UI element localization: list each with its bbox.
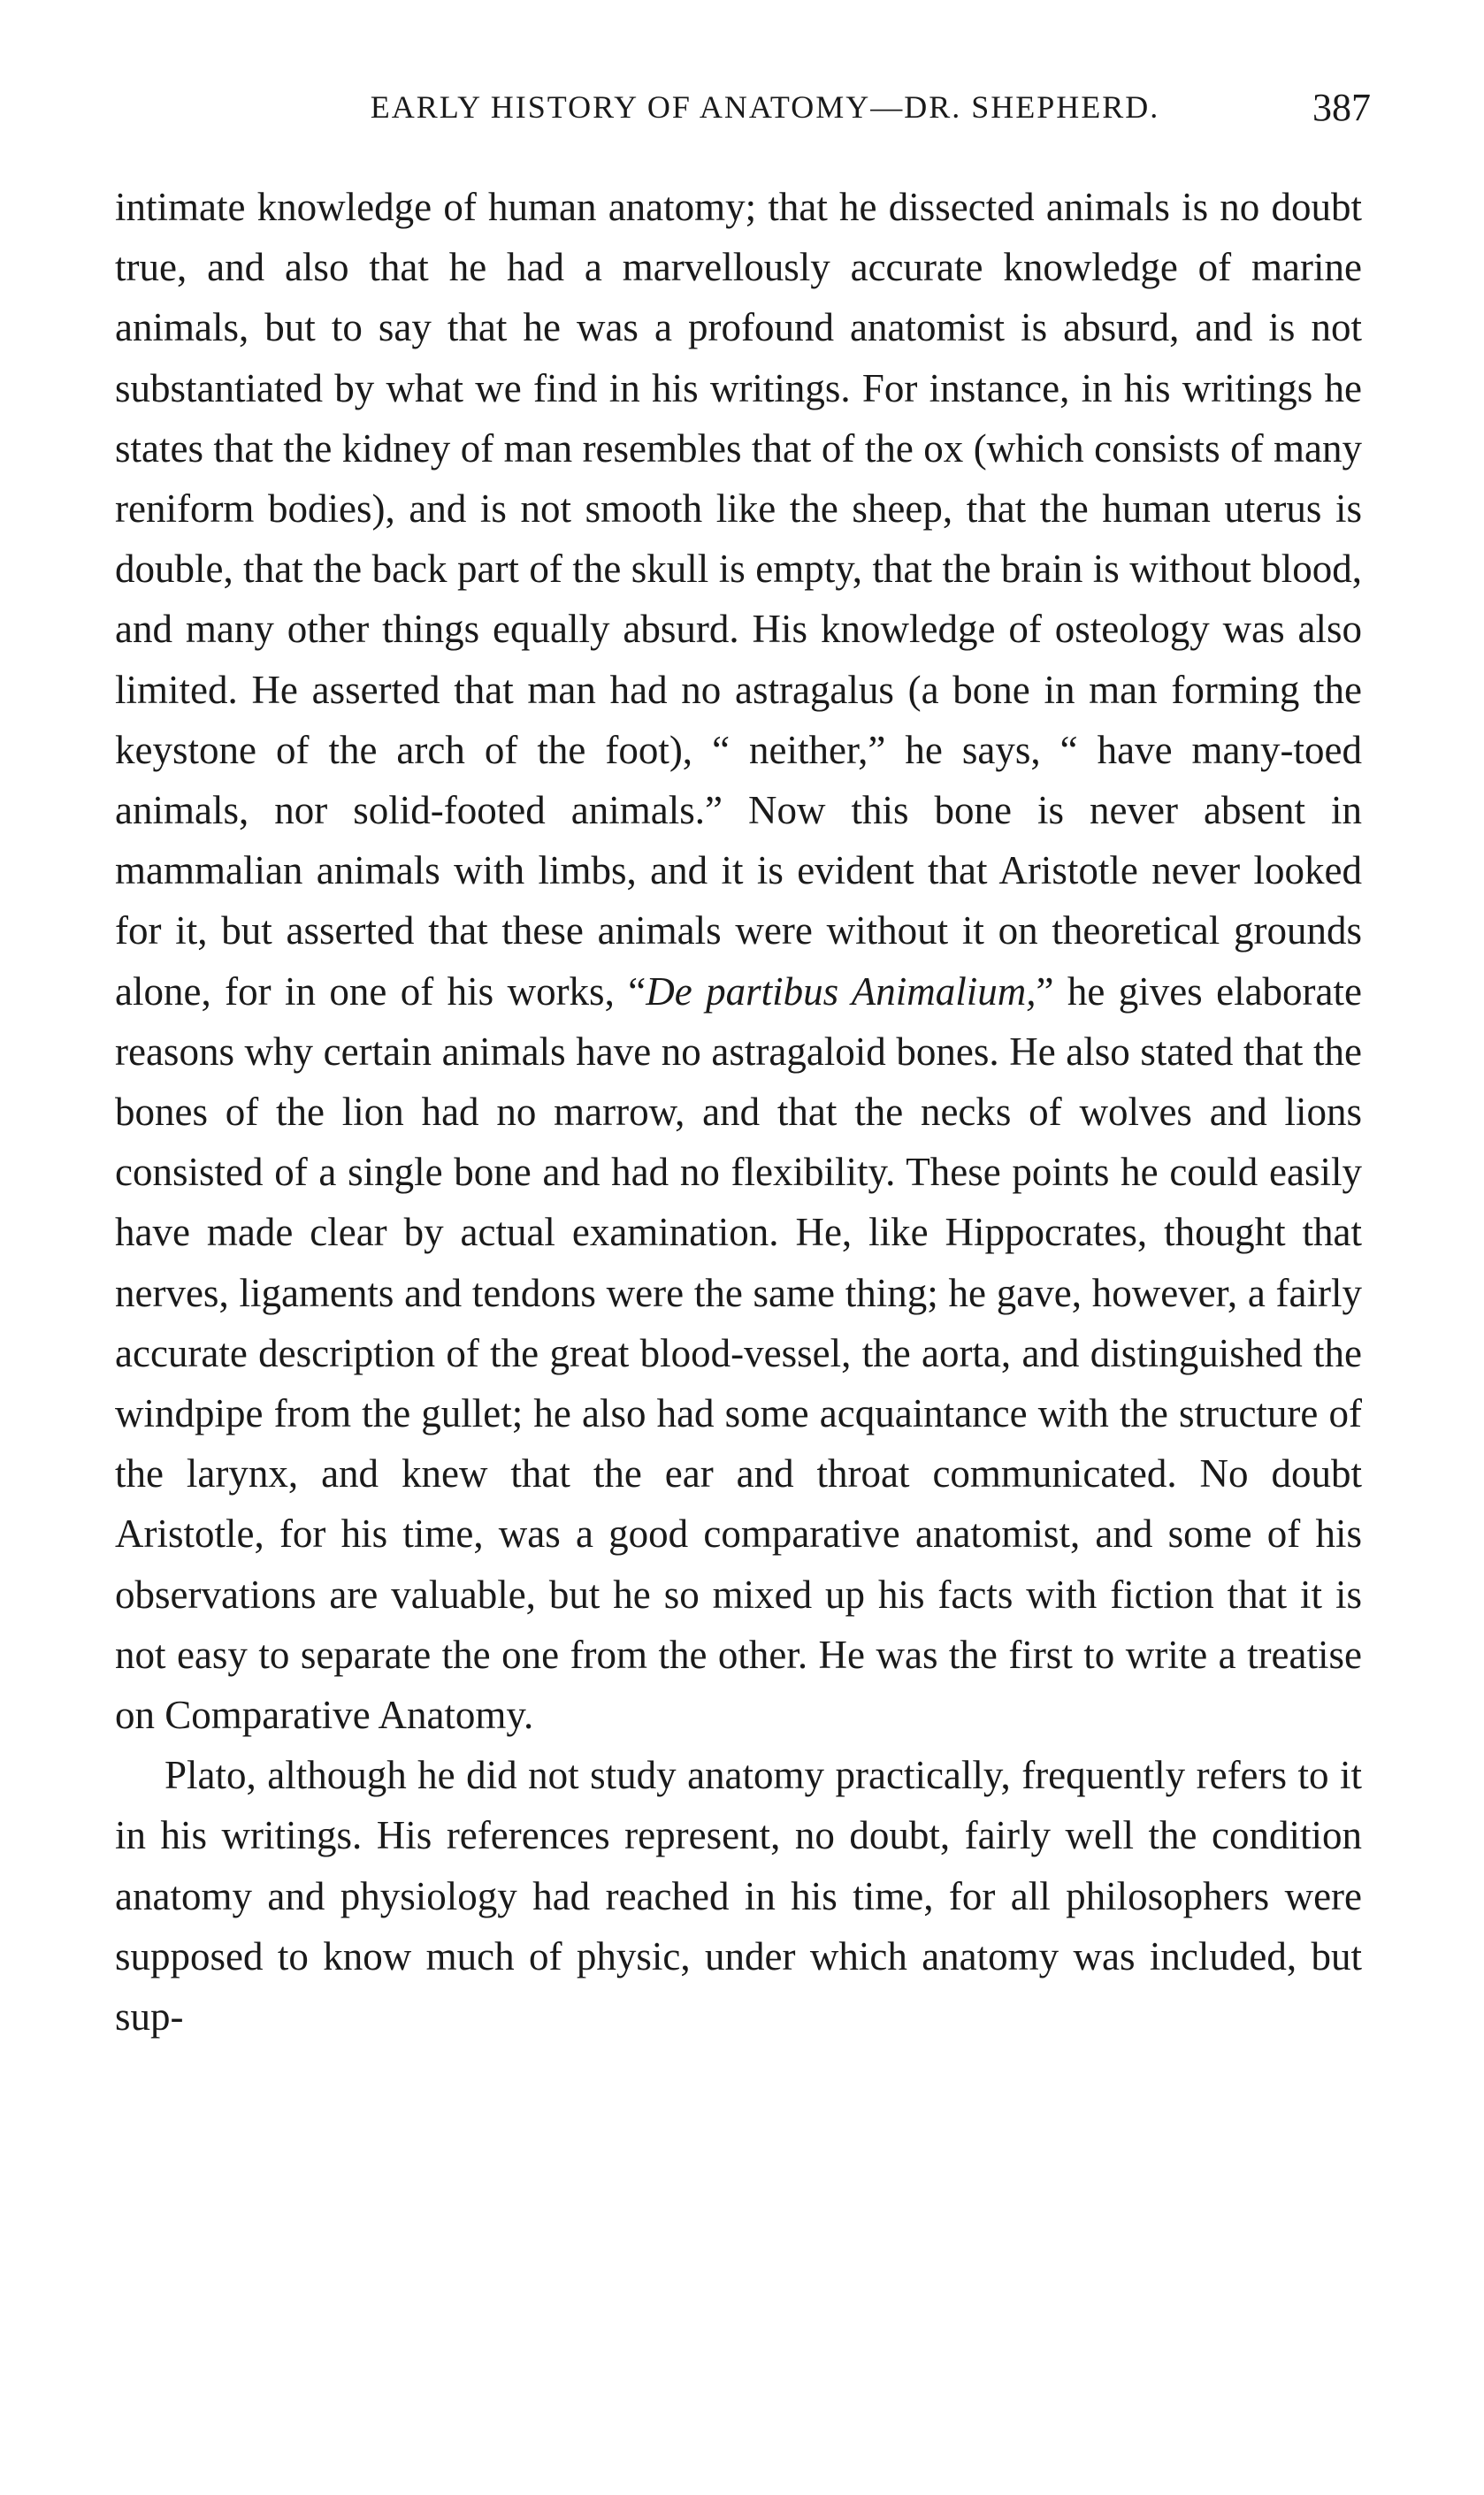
paragraph-plato: Plato, although he did not study anatomy practically, frequently refers to it in his writings. His references represent, no doubt, fairly well the condition anatomy and physiology had reached in his time, for all philosophers were supposed to know much of physic, under which anatomy was included, but sup- xyxy=(115,1753,1362,2040)
paragraph-aristotle xyxy=(115,177,1362,1745)
running-title: EARLY HISTORY OF ANATOMY—DR. SHEPHERD. xyxy=(370,89,1160,125)
book-page xyxy=(115,86,1371,2047)
paragraph-text: intimate knowledge of human anatomy; that he dissected animals is no doubt true, and also that he had a marvellously accurate knowledge of marine animals, but to say that he was a profound anatomist is absurd, and is not substantiated by what we find in his writings. For instance, in his writings he states that the kidney of man resembles that of the ox (which consists of many reniform bodies), and is not smooth like the sheep, that the human uterus is double, that the back part of the skull is empty, that the brain is without blood, and many other things equally absurd. His knowledge of osteology was also limited. He asserted that man had no astragalus (a bone in man forming the keystone of the arch of the foot), “ neither,” he says, “ have many-toed animals, nor solid-footed animals.” Now this bone is never absent in mammalian animals with limbs, and it is evident that Aristotle never looked for it, but asserted that these animals were without it on theoretical grounds alone, for in one of his works, “ xyxy=(115,185,1362,1014)
paragraph-text: ” he gives elaborate reasons why certain animals have no astragaloid bones. He also stated that the bones of the lion had no marrow, and that the necks of wolves and lions consisted of a single bone and had no flexibility. These points he could easily have made clear by actual examination. He, like Hippocrates, thought that nerves, ligaments and tendons were the same thing; he gave, however, a fairly accurate description of the great blood-vessel, the aorta, and distinguished the windpipe from the gullet; he also had some acquaintance with the structure of the larynx, and knew that the ear and throat communicated. No doubt Aristotle, for his time, was a good comparative anatomist, and some of his observations are valuable, but he so mixed up his facts with fiction that it is not easy to separate the one from the other. He was the first to write a treatise on Comparative Anatomy. xyxy=(115,968,1362,1738)
page-number: 387 xyxy=(1312,86,1371,129)
body-text xyxy=(115,177,1362,2047)
running-head xyxy=(115,86,1371,142)
italic-title: De partibus Animalium, xyxy=(646,968,1037,1014)
